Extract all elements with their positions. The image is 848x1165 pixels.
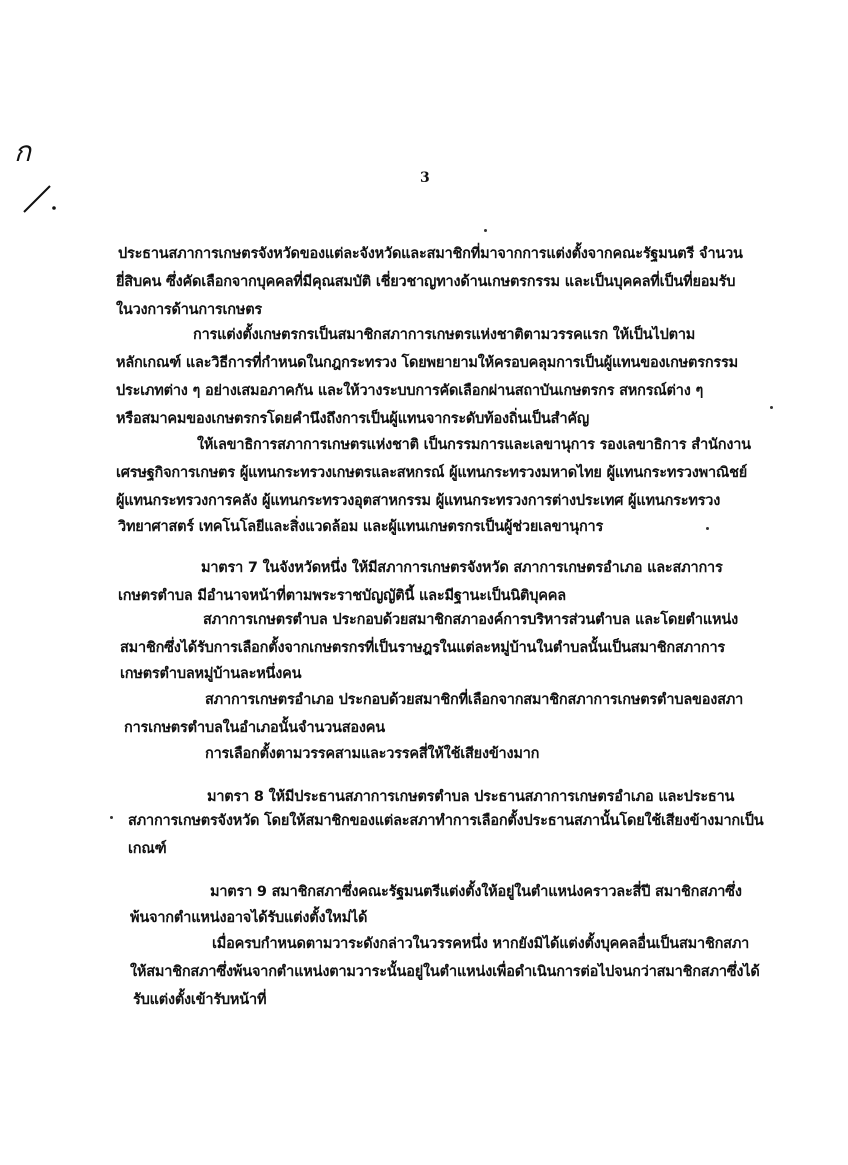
text-line: หรือสมาคมของเกษตรกรโดยคำนึงถึงการเป็นผู้แทนจากระดับท้องถิ่นเป็นสำคัญ [116, 411, 590, 427]
text-line: สมาชิกซึ่งได้รับการเลือกตั้งจากเกษตรกรที่เป็นราษฎรในแต่ละหมู่บ้านในตำบลนั้นเป็นสมาชิกสภาการ [120, 640, 726, 656]
text-line: การเลือกตั้งตามวรรคสามและวรรคสี่ให้ใช้เสียงข้างมาก [205, 746, 540, 762]
text-line: สภาการเกษตรตำบล ประกอบด้วยสมาชิกสภาองค์การบริหารส่วนตำบล และโดยตำแหน่ง [203, 612, 738, 628]
scan-speck [110, 816, 113, 819]
text-line: เมื่อครบกำหนดตามวาระดังกล่าวในวรรคหนึ่ง หากยังมิได้แต่งตั้งบุคคลอื่นเป็นสมาชิกสภา [212, 936, 750, 952]
text-line: ให้สมาชิกสภาซึ่งพ้นจากตำแหน่งตามวาระนั้นอยู่ในตำแหน่งเพื่อดำเนินการต่อไปจนกว่าสมาชิกสภาซึ่งได้ [130, 964, 760, 980]
scan-speck [770, 406, 773, 409]
text-line: ให้เลขาธิการสภาการเกษตรแห่งชาติ เป็นกรรมการและเลขานุการ รองเลขาธิการ สำนักงาน [197, 437, 751, 453]
scan-speck [706, 527, 709, 530]
text-line: สภาการเกษตรอำเภอ ประกอบด้วยสมาชิกที่เลือกจากสมาชิกสภาการเกษตรตำบลของสภา [205, 692, 744, 708]
text-line: พ้นจากตำแหน่งอาจได้รับแต่งตั้งใหม่ได้ [130, 910, 368, 926]
text-line: เศรษฐกิจการเกษตร ผู้แทนกระทรวงเกษตรและสหกรณ์ ผู้แทนกระทรวงมหาดไทย ผู้แทนกระทรวงพาณิชย์ [116, 465, 748, 481]
handwritten-margin-mark [14, 130, 31, 174]
scan-speck [484, 229, 487, 232]
text-line: เกณฑ์ [128, 841, 167, 857]
page-number: 3 [420, 170, 430, 186]
text-line: สภาการเกษตรจังหวัด โดยให้สมาชิกของแต่ละสภาทำการเลือกตั้งประธานสภานั้นโดยใช้เสียงข้างมากเป็น [128, 813, 764, 829]
section-heading-line: มาตรา 7 ในจังหวัดหนึ่ง ให้มีสภาการเกษตรจังหวัด สภาการเกษตรอำเภอ และสภาการ [201, 560, 723, 576]
text-line: วิทยาศาสตร์ เทคโนโลยีและสิ่งแวดล้อม และผู้แทนเกษตรกรเป็นผู้ช่วยเลขานุการ [118, 519, 604, 535]
text-line: เกษตรตำบลหมู่บ้านละหนึ่งคน [120, 666, 302, 682]
text-line: ประธานสภาการเกษตรจังหวัดของแต่ละจังหวัดและสมาชิกที่มาจากการแต่งตั้งจากคณะรัฐมนตรี จำนวน [118, 246, 743, 262]
text-line: รับแต่งตั้งเข้ารับหน้าที่ [133, 992, 267, 1008]
text-line: การแต่งตั้งเกษตรกรเป็นสมาชิกสภาการเกษตรแห่งชาติตามวรรคแรก ให้เป็นไปตาม [193, 327, 696, 343]
text-line: ผู้แทนกระทรวงการคลัง ผู้แทนกระทรวงอุตสาหกรรม ผู้แทนกระทรวงการต่างประเทศ ผู้แทนกระทรวง [116, 493, 721, 509]
text-line: ยี่สิบคน ซึ่งคัดเลือกจากบุคคลที่มีคุณสมบัติ เชี่ยวชาญทางด้านเกษตรกรรม และเป็นบุคคลที่เป็นที่ยอมรับ [116, 274, 736, 290]
text-line: หลักเกณฑ์ และวิธีการที่กำหนดในกฎกระทรวง โดยพยายามให้ครอบคลุมการเป็นผู้แทนของเกษตรกรรม [116, 355, 738, 371]
text-line: ประเภทต่าง ๆ อย่างเสมอภาคกัน และให้วางระบบการคัดเลือกผ่านสถาบันเกษตรกร สหกรณ์ต่าง ๆ [116, 383, 704, 399]
text-line: เกษตรตำบล มีอำนาจหน้าที่ตามพระราชบัญญัตินี้ และมีฐานะเป็นนิติบุคคล [118, 588, 566, 604]
margin-slash-mark [20, 180, 60, 220]
section-heading-line: มาตรา 8 ให้มีประธานสภาการเกษตรตำบล ประธานสภาการเกษตรอำเภอ และประธาน [207, 789, 735, 805]
section-heading-line: มาตรา 9 สมาชิกสภาซึ่งคณะรัฐมนตรีแต่งตั้งให้อยู่ในตำแหน่งคราวละสี่ปี สมาชิกสภาซึ่ง [210, 884, 742, 900]
margin-mark-text: ก [14, 135, 31, 168]
text-line: ในวงการด้านการเกษตร [116, 302, 263, 318]
text-line: การเกษตรตำบลในอำเภอนั้นจำนวนสองคน [124, 720, 386, 736]
